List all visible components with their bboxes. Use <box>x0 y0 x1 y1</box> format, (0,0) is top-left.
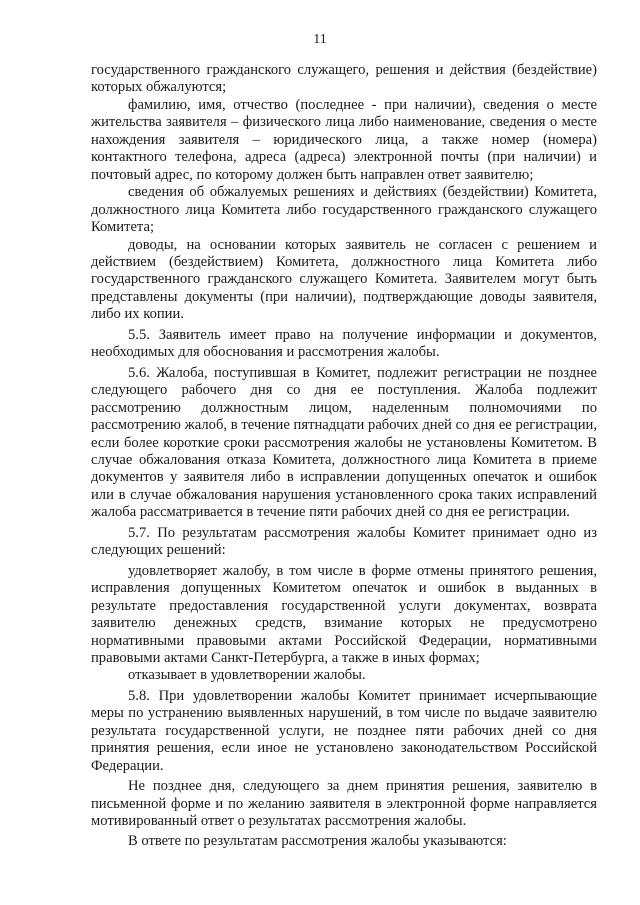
page-number: 11 <box>313 32 327 47</box>
paragraph-satisfies-complaint: удовлетворяет жалобу, в том числе в форме отмены принятого решения, исправления допущенных Комитетом опечаток и ошибок в выданных в результате предоставления государственной услуги документах, возврата заявителю денежных средств, взимание которых не предусмотрено нормативными правовыми актами Российской Федерации, нормативными правовыми актами Санкт-Петербурга, а также в иных формах; <box>91 562 597 666</box>
paragraph-arguments: доводы, на основании которых заявитель не согласен с решением и действием (бездействием) Комитета, должностного лица Комитета либо государственного гражданского служащего Комитета. Заявителем могут быть представлены документы (при наличии), подтверждающие доводы заявителя, либо их копии. <box>91 236 597 323</box>
paragraph-response-deadline: Не позднее дня, следующего за днем принятия решения, заявителю в письменной форме и по желанию заявителя в электронной форме направляется мотивированный ответ о результатах рассмотрения жалобы. <box>91 778 597 830</box>
paragraph-response-contents: В ответе по результатам рассмотрения жалобы указываются: <box>128 833 507 850</box>
document-body <box>91 62 597 851</box>
paragraph-5-7: 5.7. По результатам рассмотрения жалобы Комитет принимает одно из следующих решений: <box>91 524 597 559</box>
paragraph-complaint-subject-cont: государственного гражданского служащего, решения и действия (бездействие) которых обжалуются; <box>91 62 597 96</box>
paragraph-applicant-details: фамилию, имя, отчество (последнее - при наличии), сведения о месте жительства заявителя – физического лица либо наименование, сведения о месте нахождения заявителя – юридического лица, а также номер (номера) контактного телефона, адреса (адреса) электронной почты (при наличии) и почтовый адрес, по которому должен быть направлен ответ заявителю; <box>91 96 597 183</box>
paragraph-appealed-decisions: сведения об обжалуемых решениях и действиях (бездействии) Комитета, должностного лица Комитета либо государственного гражданского служащего Комитета; <box>91 184 597 236</box>
paragraph-5-6: 5.6. Жалоба, поступившая в Комитет, подлежит регистрации не позднее следующего рабочего дня со дня ее поступления. Жалоба подлежит рассмотрению должностным лицом, наделенным полномочиями по рассмотрению жалоб, в течение пятнадцати рабочих дней со дня ее регистрации, если более короткие сроки рассмотрения жалобы не установлены Комитетом. В случае обжалования отказа Комитета, должностного лица Комитета в приеме документов у заявителя либо в исправлении допущенных опечаток и ошибок или в случае обжалования нарушения установленного срока таких исправлений жалоба рассматривается в течение пяти рабочих дней со дня ее регистрации. <box>91 364 597 521</box>
paragraph-5-5: 5.5. Заявитель имеет право на получение информации и документов, необходимых для обоснования и рассмотрения жалобы. <box>91 326 597 361</box>
paragraph-refuses-complaint: отказывает в удовлетворении жалобы. <box>128 667 366 684</box>
paragraph-5-8: 5.8. При удовлетворении жалобы Комитет принимает исчерпывающие меры по устранению выявленных нарушений, в том числе по выдаче заявителю результата государственной услуги, не позднее пяти рабочих дней со дня принятия решения, если иное не установлено законодательством Российской Федерации. <box>91 687 597 774</box>
